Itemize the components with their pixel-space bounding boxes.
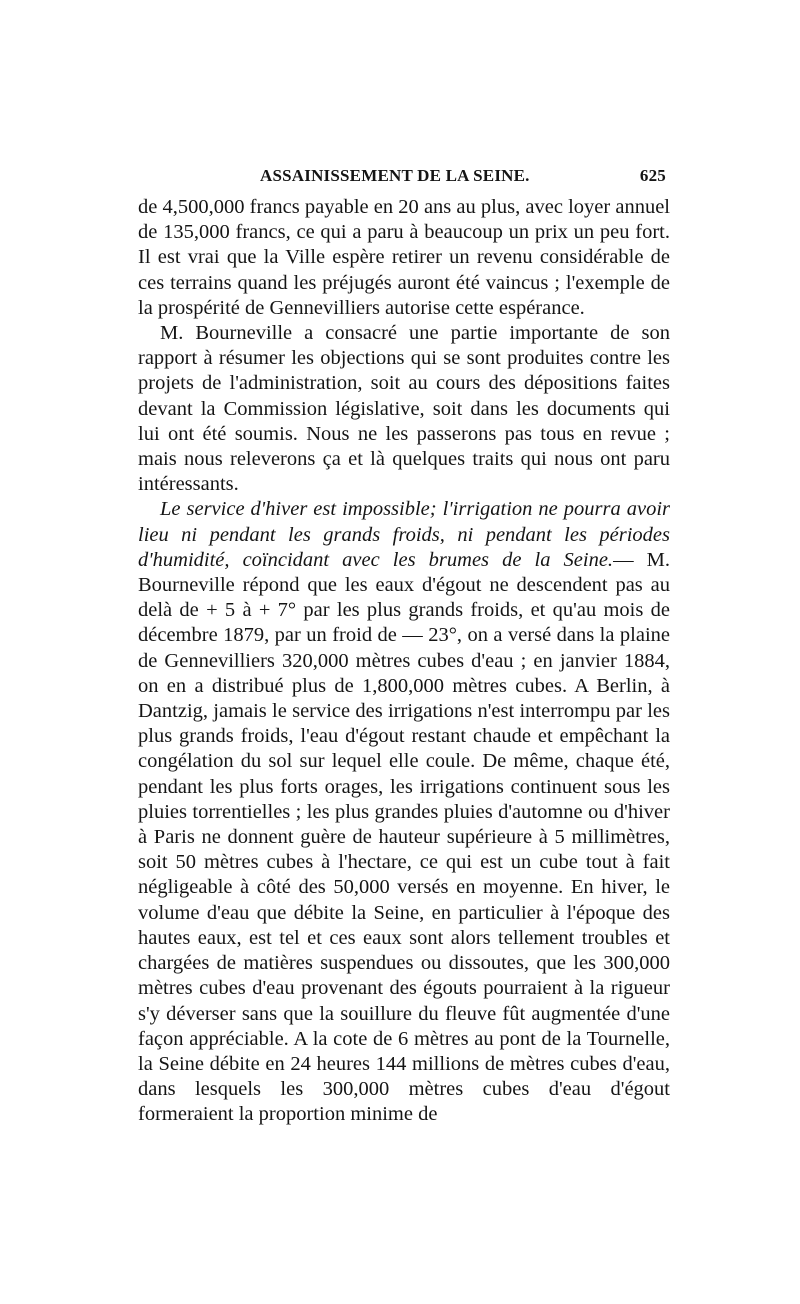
paragraph-text: M. Bourneville a consacré une partie importante de son rapport à résumer les objections qui se sont produites contre les projets de l'administration, soit au cours des dépositions faites devant la Commission législative, soit dans les documents qui lui ont été soumis. Nous ne les passerons pas tous en revue ; mais nous releverons ça et là quelques traits qui nous ont paru intéressants. [138,322,670,496]
running-title: ASSAINISSEMENT DE LA SEINE. [260,166,530,185]
italic-objection: Le service d'hiver est impossible; l'irrigation ne pourra avoir lieu ni pendant les grands froids, ni pendant les périodes d'humidité, coïncidant avec les brumes de la Seine. [138,498,670,571]
paragraph [138,497,670,1127]
page-number: 625 [639,166,666,185]
paragraph [138,321,670,497]
paragraph-text: de 4,500,000 francs payable en 20 ans au plus, avec loyer annuel de 135,000 francs, ce qui a paru à beaucoup un prix un peu fort. Il est vrai que la Ville espère retirer un revenu considérable de ces terrains quand les préjugés auront été vaincus ; l'exemple de la prospérité de Gennevilliers autorise cette espérance. [138,196,670,319]
body-text [138,195,670,1128]
paragraph-text: — M. Bourneville répond que les eaux d'égout ne descendent pas au delà de + 5 à + 7° par les plus grands froids, et qu'au mois de décembre 1879, par un froid de — 23°, on a versé dans la plaine de Gennevilliers 320,000 mètres cubes d'eau ; en janvier 1884, on en a distribué plus de 1,800,000 mètres cubes. A Berlin, à Dantzig, jamais le service des irrigations n'est interrompu par les plus grands froids, l'eau d'égout restant chaude et empêchant la congélation du sol sur lequel elle coule. De même, chaque été, pendant les plus forts orages, les irrigations continuent sous les pluies torrentielles ; les plus grandes pluies d'automne ou d'hiver à Paris ne donnent guère de hauteur supérieure à 5 millimètres, soit 50 mètres cubes à l'hectare, ce qui est un cube tout à fait négligeable à côté des 50,000 versés en moyenne. En hiver, le volume d'eau que débite la Seine, en particulier à l'époque des hautes eaux, est tel et ces eaux sont alors tellement troubles et chargées de matières suspendues ou dissoutes, que les 300,000 mètres cubes d'eau provenant des égouts pourraient à la rigueur s'y déverser sans que la souillure du fleuve fût augmentée d'une façon appréciable. A la cote de 6 mètres au pont de la Tournelle, la Seine débite en 24 heures 144 millions de mètres cubes d'eau, dans lesquels les 300,000 mètres cubes d'eau d'égout formeraient la proportion minime de [138,548,670,1126]
page-header [138,162,670,192]
paragraph [138,195,670,321]
